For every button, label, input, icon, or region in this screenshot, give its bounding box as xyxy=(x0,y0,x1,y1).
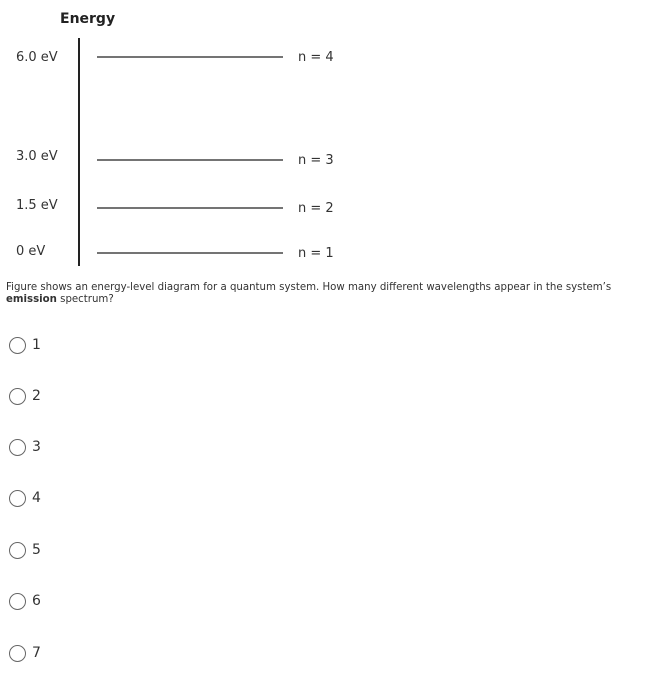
quantum-state-label: n = 1 xyxy=(298,246,334,261)
question-bold-word: emission xyxy=(6,294,57,305)
radio-button[interactable] xyxy=(9,645,26,662)
question-text-after: spectrum? xyxy=(60,294,114,305)
answer-option-label: 5 xyxy=(32,542,41,558)
answer-option-label: 7 xyxy=(32,645,41,661)
energy-value-label: 0 eV xyxy=(16,244,46,259)
answer-option-6[interactable] xyxy=(9,590,41,612)
radio-button[interactable] xyxy=(9,490,26,507)
quantum-state-label: n = 3 xyxy=(298,153,334,168)
energy-value-label: 3.0 eV xyxy=(16,149,58,164)
radio-button[interactable] xyxy=(9,542,26,559)
quantum-state-label: n = 2 xyxy=(298,201,334,216)
radio-button[interactable] xyxy=(9,593,26,610)
answer-option-label: 4 xyxy=(32,490,41,506)
radio-button[interactable] xyxy=(9,439,26,456)
answer-option-7[interactable] xyxy=(9,642,41,664)
answer-option-label: 1 xyxy=(32,337,41,353)
radio-button[interactable] xyxy=(9,337,26,354)
radio-button[interactable] xyxy=(9,388,26,405)
answer-option-label: 3 xyxy=(32,439,41,455)
energy-value-label: 1.5 eV xyxy=(16,198,58,213)
question-text-before: Figure shows an energy-level diagram for a quantum system. How many different wavelengths appear in the system’s xyxy=(6,282,612,293)
question-text xyxy=(6,282,658,306)
energy-value-label: 6.0 eV xyxy=(16,50,58,65)
answer-option-3[interactable] xyxy=(9,436,41,458)
quantum-state-label: n = 4 xyxy=(298,50,334,65)
energy-level-diagram xyxy=(0,0,661,270)
answer-option-2[interactable] xyxy=(9,385,41,407)
answer-option-1[interactable] xyxy=(9,334,41,356)
answer-option-5[interactable] xyxy=(9,539,41,561)
answer-option-label: 2 xyxy=(32,388,41,404)
answer-option-4[interactable] xyxy=(9,487,41,509)
answer-option-label: 6 xyxy=(32,593,41,609)
energy-axis-title: Energy xyxy=(60,11,116,27)
